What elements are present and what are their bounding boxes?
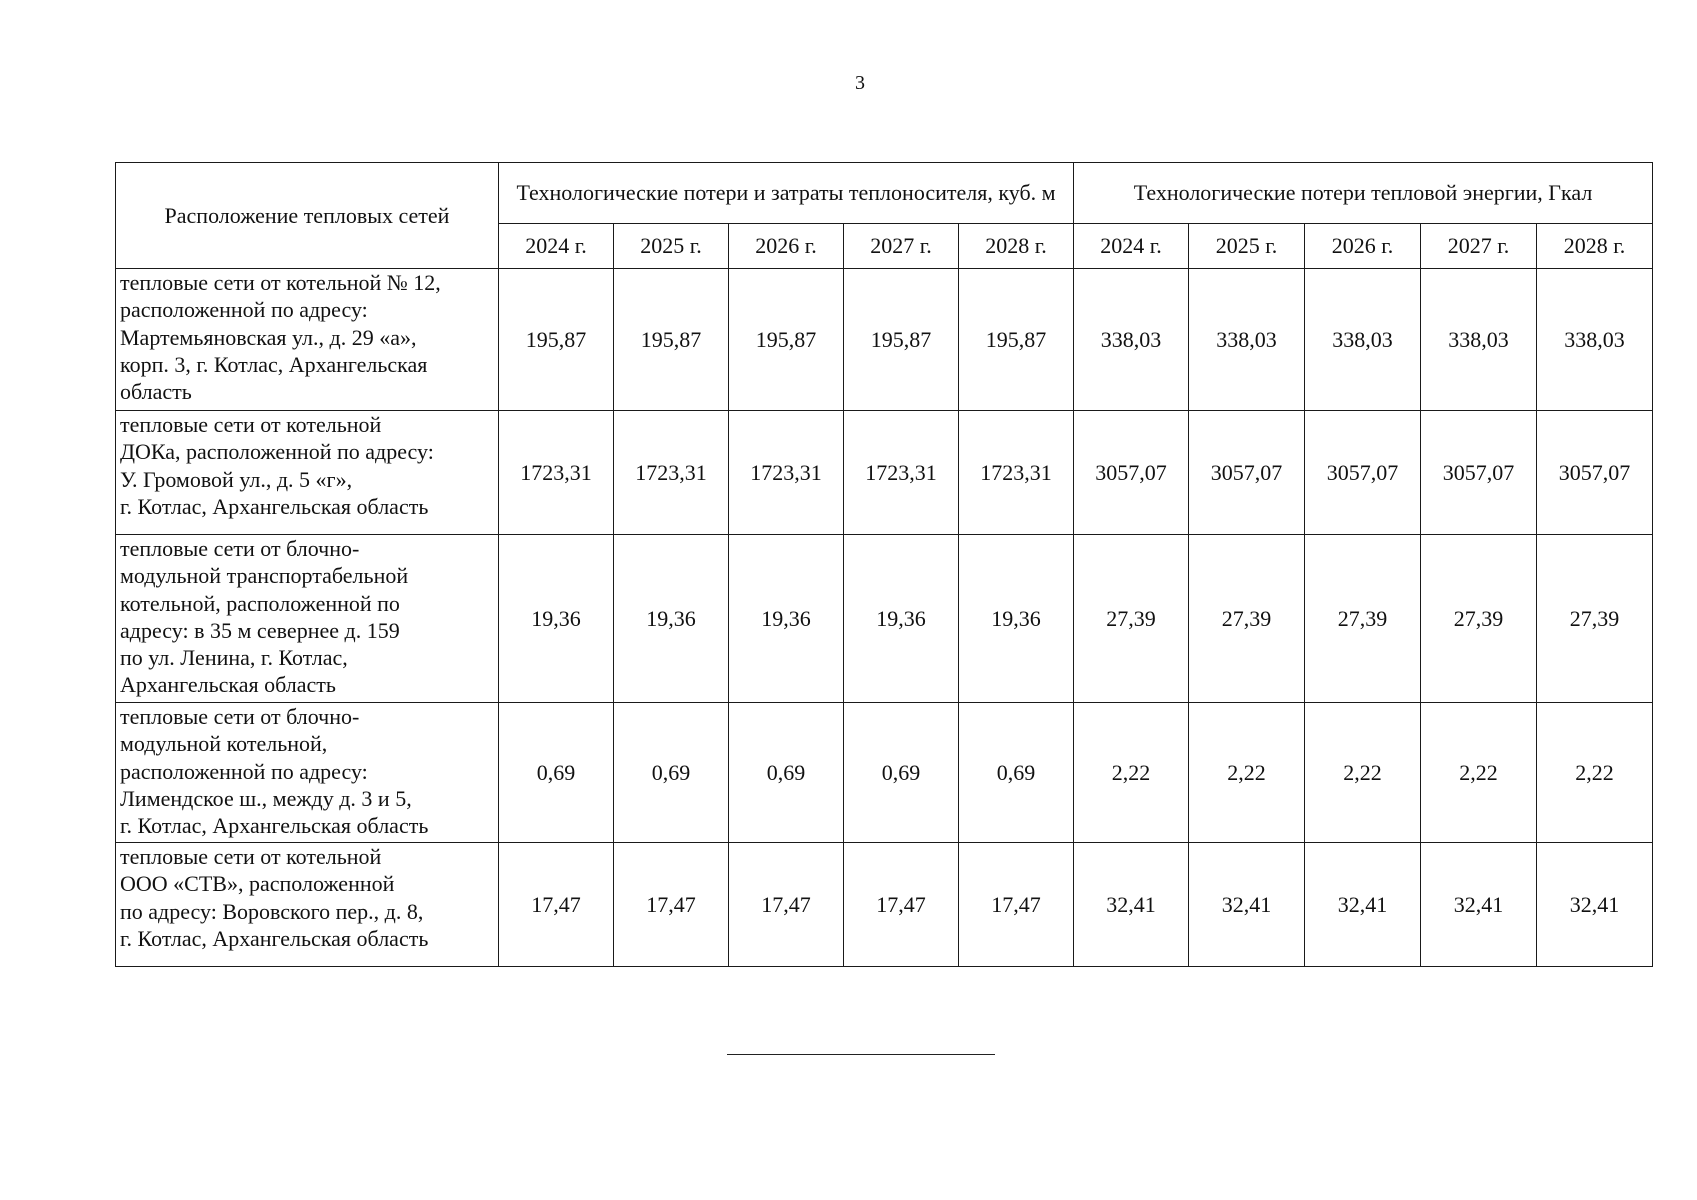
coolant-value-cell: 19,36 xyxy=(844,535,959,703)
heat-value-cell: 27,39 xyxy=(1189,535,1305,703)
table-row xyxy=(116,535,1653,703)
heat-losses-table xyxy=(115,162,1653,967)
coolant-value-cell: 1723,31 xyxy=(844,411,959,535)
location-line: г. Котлас, Архангельская область xyxy=(120,493,429,519)
coolant-value-cell: 195,87 xyxy=(499,269,614,411)
year-header: 2027 г. xyxy=(1421,224,1537,269)
location-cell xyxy=(116,269,499,411)
heat-energy-losses-group-header: Технологические потери тепловой энергии, Гкал xyxy=(1074,163,1653,224)
coolant-value-cell: 0,69 xyxy=(959,703,1074,843)
footer-divider-line xyxy=(727,1054,995,1055)
heat-value-cell: 338,03 xyxy=(1421,269,1537,411)
location-line: ООО «СТВ», расположенной xyxy=(120,871,395,897)
location-line: тепловые сети от блочно- xyxy=(120,536,360,561)
heat-value-cell: 32,41 xyxy=(1189,843,1305,967)
location-cell xyxy=(116,535,499,703)
coolant-value-cell: 19,36 xyxy=(614,535,729,703)
table-header xyxy=(116,163,1653,269)
coolant-value-cell: 0,69 xyxy=(614,703,729,843)
location-line: расположенной по адресу: xyxy=(120,297,368,323)
table-row xyxy=(116,411,1653,535)
location-column-header: Расположение тепловых сетей xyxy=(116,163,499,269)
year-header: 2028 г. xyxy=(1537,224,1653,269)
heat-value-cell: 27,39 xyxy=(1421,535,1537,703)
location-line: область xyxy=(120,379,192,405)
location-line: Мартемьяновская ул., д. 29 «а», xyxy=(120,324,417,350)
coolant-value-cell: 17,47 xyxy=(499,843,614,967)
heat-value-cell: 2,22 xyxy=(1305,703,1421,843)
heat-value-cell: 32,41 xyxy=(1537,843,1653,967)
coolant-value-cell: 1723,31 xyxy=(614,411,729,535)
heat-value-cell: 338,03 xyxy=(1074,269,1189,411)
table-row xyxy=(116,703,1653,843)
heat-value-cell: 3057,07 xyxy=(1189,411,1305,535)
coolant-value-cell: 1723,31 xyxy=(729,411,844,535)
coolant-value-cell: 19,36 xyxy=(499,535,614,703)
heat-value-cell: 2,22 xyxy=(1421,703,1537,843)
location-line: по адресу: Воровского пер., д. 8, xyxy=(120,898,424,924)
location-cell xyxy=(116,843,499,967)
location-line: Лимендское ш., между д. 3 и 5, xyxy=(120,785,412,811)
year-header: 2026 г. xyxy=(729,224,844,269)
heat-value-cell: 2,22 xyxy=(1189,703,1305,843)
location-line: ДОКа, расположенной по адресу: xyxy=(120,439,434,465)
location-line: тепловые сети от котельной xyxy=(120,844,382,869)
location-line: модульной котельной, xyxy=(120,731,328,757)
year-header: 2028 г. xyxy=(959,224,1074,269)
heat-value-cell: 32,41 xyxy=(1305,843,1421,967)
location-line: по ул. Ленина, г. Котлас, xyxy=(120,645,348,671)
location-line: тепловые сети от блочно- xyxy=(120,704,360,729)
location-line: адресу: в 35 м севернее д. 159 xyxy=(120,617,400,643)
year-header: 2025 г. xyxy=(1189,224,1305,269)
coolant-losses-group-header: Технологические потери и затраты теплоносителя, куб. м xyxy=(499,163,1074,224)
coolant-value-cell: 17,47 xyxy=(959,843,1074,967)
heat-value-cell: 2,22 xyxy=(1537,703,1653,843)
table-row xyxy=(116,269,1653,411)
heat-value-cell: 2,22 xyxy=(1074,703,1189,843)
heat-value-cell: 27,39 xyxy=(1074,535,1189,703)
coolant-value-cell: 195,87 xyxy=(729,269,844,411)
location-line: котельной, расположенной по xyxy=(120,590,400,616)
coolant-value-cell: 17,47 xyxy=(614,843,729,967)
heat-value-cell: 3057,07 xyxy=(1537,411,1653,535)
coolant-value-cell: 195,87 xyxy=(614,269,729,411)
page-number: 3 xyxy=(855,72,865,94)
heat-value-cell: 3057,07 xyxy=(1421,411,1537,535)
location-line: корп. 3, г. Котлас, Архангельская xyxy=(120,351,428,377)
heat-value-cell: 32,41 xyxy=(1074,843,1189,967)
coolant-value-cell: 19,36 xyxy=(959,535,1074,703)
table-row xyxy=(116,843,1653,967)
coolant-value-cell: 0,69 xyxy=(844,703,959,843)
year-header: 2025 г. xyxy=(614,224,729,269)
heat-value-cell: 338,03 xyxy=(1305,269,1421,411)
coolant-value-cell: 0,69 xyxy=(499,703,614,843)
coolant-value-cell: 17,47 xyxy=(844,843,959,967)
heat-value-cell: 32,41 xyxy=(1421,843,1537,967)
location-cell xyxy=(116,411,499,535)
heat-value-cell: 3057,07 xyxy=(1074,411,1189,535)
location-line: г. Котлас, Архангельская область xyxy=(120,813,429,839)
coolant-value-cell: 195,87 xyxy=(959,269,1074,411)
year-header: 2026 г. xyxy=(1305,224,1421,269)
coolant-value-cell: 19,36 xyxy=(729,535,844,703)
coolant-value-cell: 1723,31 xyxy=(959,411,1074,535)
location-line: расположенной по адресу: xyxy=(120,758,368,784)
location-line: тепловые сети от котельной № 12, xyxy=(120,270,441,295)
coolant-value-cell: 0,69 xyxy=(729,703,844,843)
heat-value-cell: 27,39 xyxy=(1537,535,1653,703)
year-header: 2024 г. xyxy=(1074,224,1189,269)
year-header: 2027 г. xyxy=(844,224,959,269)
location-cell xyxy=(116,703,499,843)
coolant-value-cell: 195,87 xyxy=(844,269,959,411)
year-header: 2024 г. xyxy=(499,224,614,269)
location-line: Архангельская область xyxy=(120,672,336,698)
heat-value-cell: 3057,07 xyxy=(1305,411,1421,535)
location-line: У. Громовой ул., д. 5 «г», xyxy=(120,466,353,492)
heat-value-cell: 338,03 xyxy=(1189,269,1305,411)
coolant-value-cell: 17,47 xyxy=(729,843,844,967)
heat-value-cell: 338,03 xyxy=(1537,269,1653,411)
location-line: модульной транспортабельной xyxy=(120,563,409,589)
heat-value-cell: 27,39 xyxy=(1305,535,1421,703)
location-line: тепловые сети от котельной xyxy=(120,412,382,437)
header-row-groups xyxy=(116,163,1653,224)
coolant-value-cell: 1723,31 xyxy=(499,411,614,535)
table-body xyxy=(116,269,1653,967)
location-line: г. Котлас, Архангельская область xyxy=(120,925,429,951)
